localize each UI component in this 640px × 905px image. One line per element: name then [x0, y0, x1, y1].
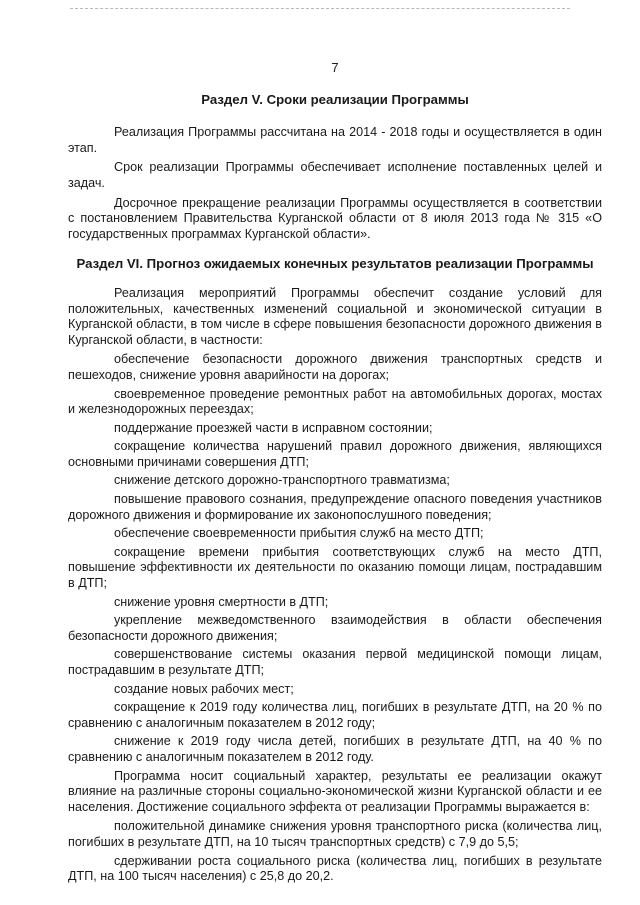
social-effect-paragraph: Программа носит социальный характер, результаты ее реализации окажут влияние на различные стороны социально-экономической жизни Курганской области и ее населения. Достижение социального эффекта от реализации Программы выражается в: — [68, 768, 602, 814]
list-item: снижение детского дорожно-транспортного травматизма; — [114, 473, 450, 488]
document-page — [68, 60, 602, 888]
list-item: повышение правового сознания, предупреждение опасного поведения участников дорожного движения и формирование их законопослушного поведения; — [68, 492, 602, 522]
list-item: поддержание проезжей части в исправном состоянии; — [114, 420, 433, 435]
results-list — [68, 352, 602, 765]
list-item: снижение уровня смертности в ДТП; — [114, 594, 329, 609]
list-item: сокращение к 2019 году количества лиц, погибших в результате ДТП, на 20 % по сравнению с аналогичным показателем в 2012 году; — [68, 700, 602, 730]
page-number: 7 — [331, 60, 339, 75]
list-item: создание новых рабочих мест; — [114, 681, 294, 696]
list-item: обеспечение безопасности дорожного движения транспортных средств и пешеходов, снижение уровня аварийности на дорогах; — [68, 352, 602, 382]
scan-edge-artifact — [70, 8, 570, 10]
list-item: сдерживании роста социального риска (количества лиц, погибших в результате ДТП, на 100 тысяч населения) с 25,8 до 20,2. — [68, 853, 602, 884]
section-5-paragraph: Реализация Программы рассчитана на 2014 - 2018 годы и осуществляется в один этап. — [68, 125, 602, 155]
list-item: своевременное проведение ремонтных работ на автомобильных дорогах, мостах и железнодорожных переездах; — [68, 386, 602, 417]
list-item: положительной динамике снижения уровня транспортного риска (количества лиц, погибших в результате ДТП, на 10 тысяч транспортных средств) с 7,9 до 5,5; — [68, 819, 602, 849]
list-item: сокращение количества нарушений правил дорожного движения, являющихся основными причинами совершения ДТП; — [68, 439, 602, 469]
list-item: совершенствование системы оказания первой медицинской помощи лицам, пострадавшим в результате ДТП; — [68, 647, 602, 677]
section-6-title: Раздел VI. Прогноз ожидаемых конечных результатов реализации Программы — [76, 256, 594, 272]
social-effect-list — [68, 819, 602, 884]
section-5-paragraph: Досрочное прекращение реализации Программы осуществляется в соответствии с постановлением Правительства Курганской области от 8 июля 2013 года № 315 «О государственных программах Курганской области». — [68, 195, 602, 241]
section-5-paragraph: Срок реализации Программы обеспечивает исполнение поставленных целей и задач. — [68, 160, 602, 190]
section-6-intro: Реализация мероприятий Программы обеспечит создание условий для положительных, качественных изменений социальной и экономической ситуации в Курганской области, в том числе в сфере повышения безопасности дорожного движения в Курганской области, в частности: — [68, 285, 602, 347]
list-item: сокращение времени прибытия соответствующих служб на место ДТП, повышение эффективности их деятельности по оказанию помощи лицам, пострадавшим в ДТП; — [68, 544, 602, 591]
list-item: укрепление межведомственного взаимодействия в области обеспечения безопасности дорожного движения; — [68, 613, 602, 643]
list-item: снижение к 2019 году числа детей, погибших в результате ДТП, на 40 % по сравнению с аналогичным показателем в 2012 году. — [68, 734, 602, 764]
list-item: обеспечение своевременности прибытия служб на место ДТП; — [114, 526, 484, 541]
section-5-title: Раздел V. Сроки реализации Программы — [201, 91, 469, 107]
